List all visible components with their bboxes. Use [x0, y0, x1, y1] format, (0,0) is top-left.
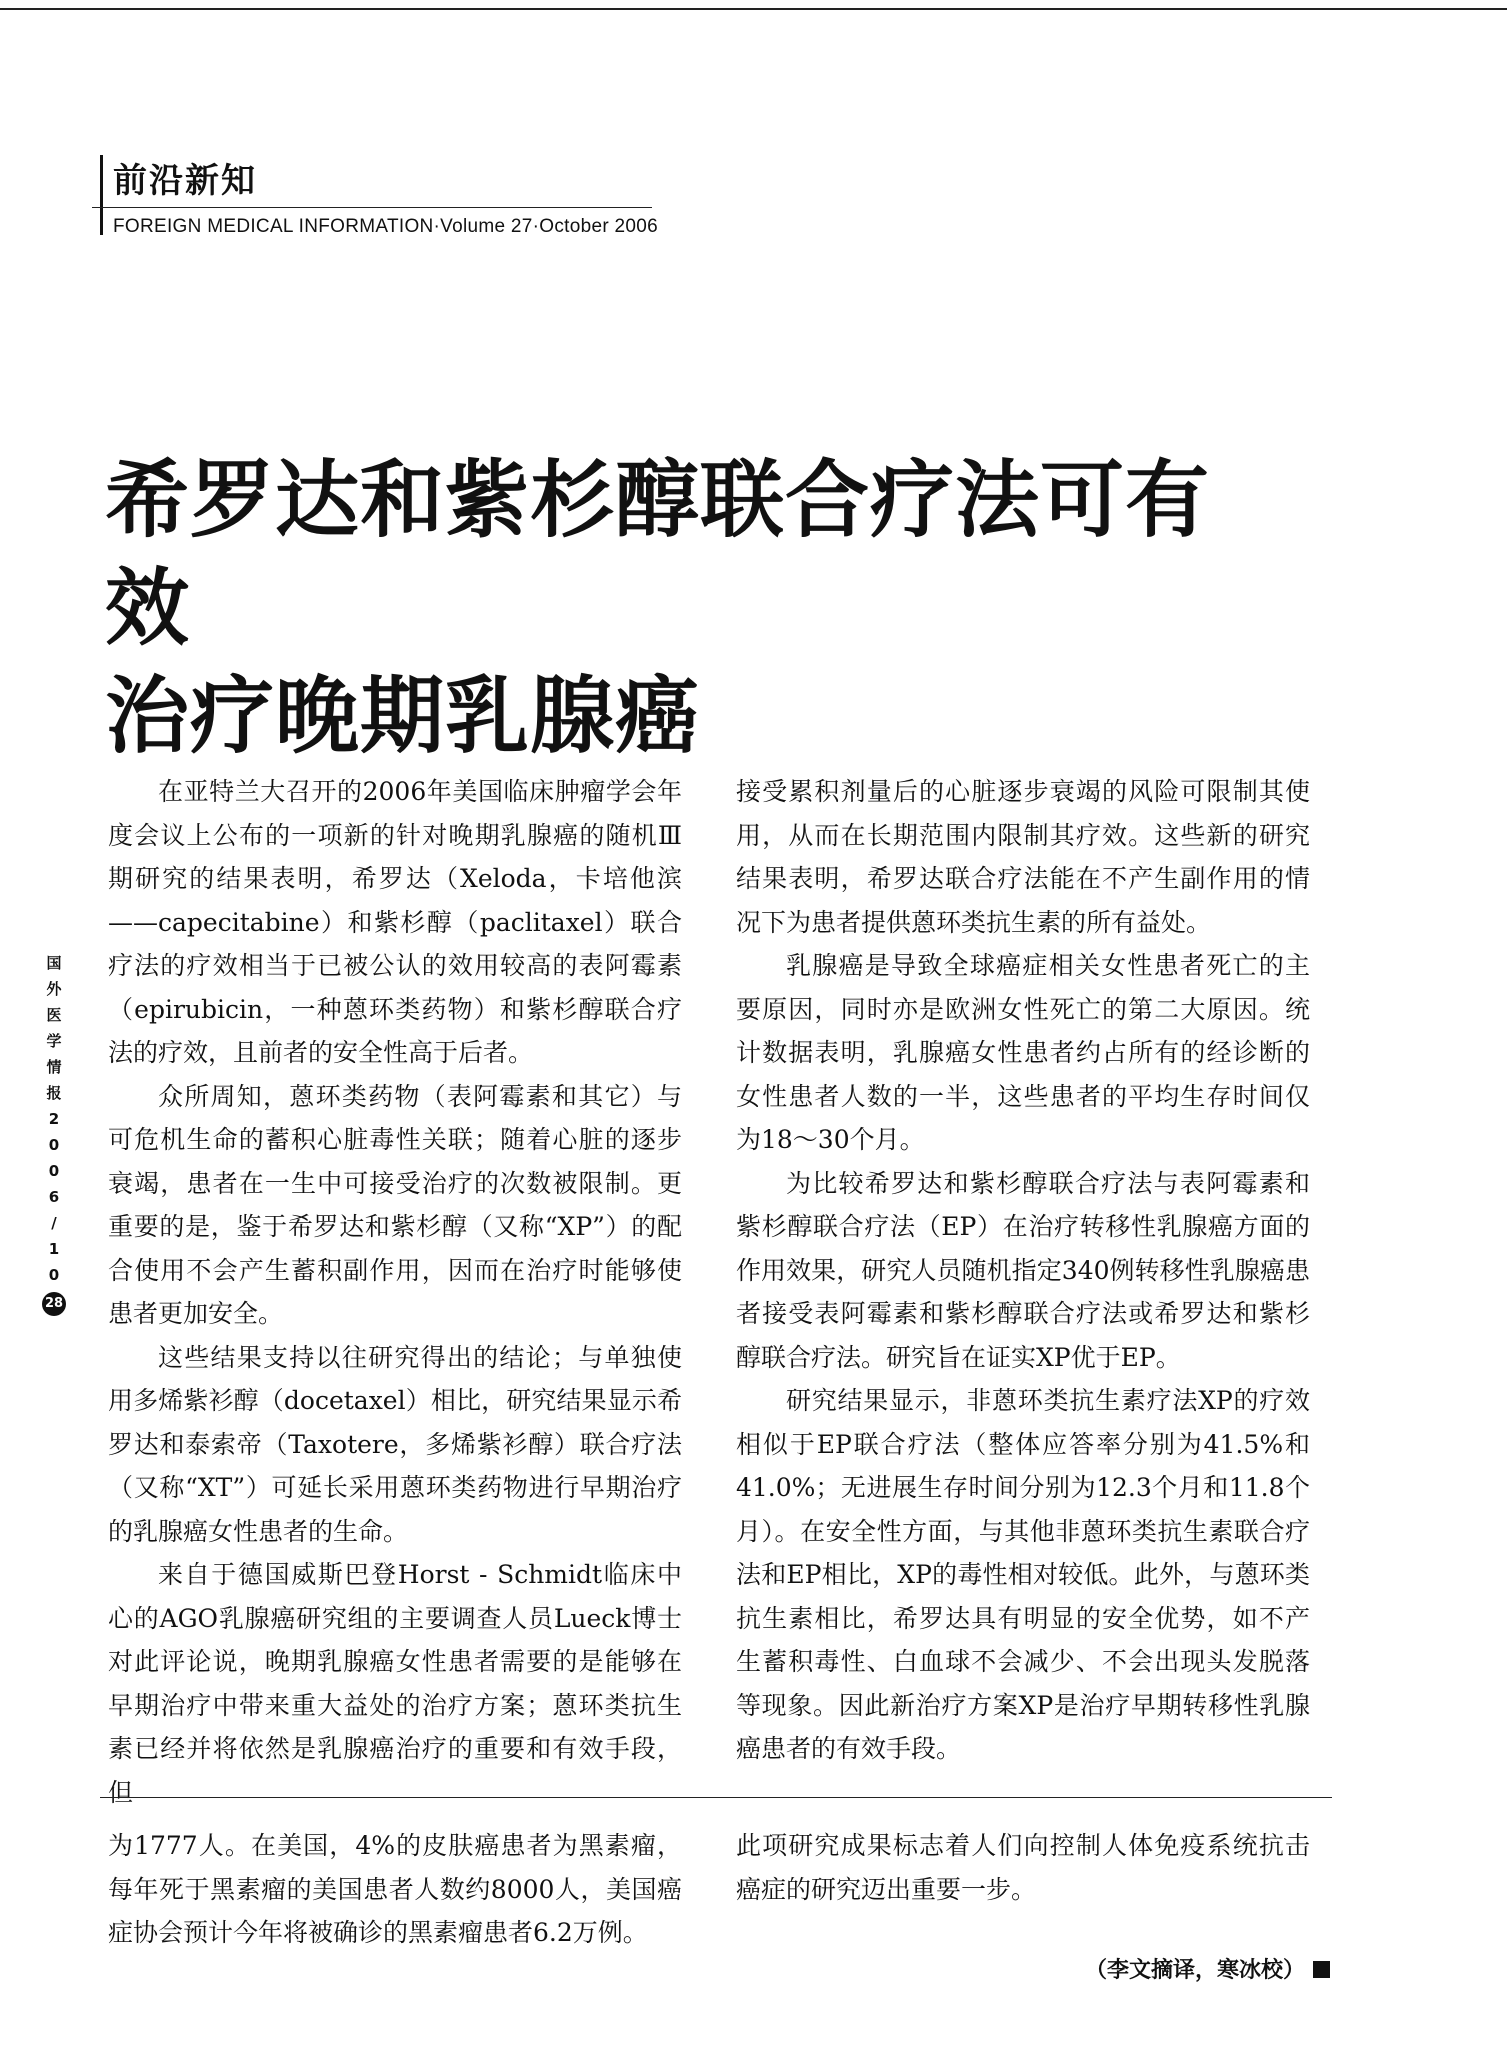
side-char: 学 [46, 1032, 62, 1050]
paragraph: 接受累积剂量后的心脏逐步衰竭的风险可限制其使用，从而在长期范围内限制其疗效。这些新的研究结果表明，希罗达联合疗法能在不产生副作用的情况下为患者提供蒽环类抗生素的所有益处。 [736, 777, 1310, 937]
lower-column-left [108, 1824, 682, 1955]
top-rule [0, 8, 1507, 10]
credit-text: （李文摘译，寒冰校） [1084, 1957, 1305, 1983]
side-char: 0 [48, 1162, 60, 1180]
side-char: 报 [46, 1084, 62, 1102]
side-char: 医 [46, 1006, 62, 1024]
side-char: 外 [46, 980, 62, 998]
side-char: 1 [48, 1240, 60, 1258]
side-char: 6 [48, 1188, 60, 1206]
side-char: 2 [48, 1110, 60, 1128]
header-vertical-bar [100, 155, 103, 235]
body-column-right [736, 770, 1310, 1771]
article-title [105, 446, 1285, 770]
side-journal-label [38, 950, 70, 1316]
side-char: 情 [46, 1058, 62, 1076]
header-rule [92, 207, 652, 208]
section-tag: 前沿新知 [113, 161, 257, 201]
side-char: 0 [48, 1266, 60, 1284]
paragraph: 在亚特兰大召开的2006年美国临床肿瘤学会年度会议上公布的一项新的针对晚期乳腺癌的随机Ⅲ期研究的结果表明，希罗达（Xeloda，卡培他滨——capecitabine）和紫杉醇（paclitaxel）联合疗法的疗效相当于已被公认的效用较高的表阿霉素（epirubicin，一种蒽环类药物）和紫杉醇联合疗法的疗效，且前者的安全性高于后者。 [108, 777, 682, 1067]
lower-column-right [736, 1824, 1310, 1911]
paragraph: 为1777人。在美国，4%的皮肤癌患者为黑素瘤，每年死于黑素瘤的美国患者人数约8000人，美国癌症协会预计今年将被确诊的黑素瘤患者6.2万例。 [108, 1831, 682, 1947]
title-line-2: 治疗晚期乳腺癌 [105, 667, 701, 765]
paragraph: 为比较希罗达和紫杉醇联合疗法与表阿霉素和紫杉醇联合疗法（EP）在治疗转移性乳腺癌方面的作用效果，研究人员随机指定340例转移性乳腺癌患者接受表阿霉素和紫杉醇联合疗法或希罗达和紫杉醇联合疗法。研究旨在证实XP优于EP。 [736, 1168, 1310, 1372]
page-number-badge: 28 [42, 1292, 66, 1316]
translator-credit [1030, 1953, 1330, 1984]
side-char: / [51, 1214, 57, 1232]
side-char: 0 [48, 1136, 60, 1154]
paragraph: 这些结果支持以往研究得出的结论；与单独使用多烯紫衫醇（docetaxel）相比，研究结果显示希罗达和泰索帝（Taxotere，多烯紫衫醇）联合疗法（又称“XT”）可延长采用蒽环类药物进行早期治疗的乳腺癌女性患者的生命。 [108, 1342, 682, 1546]
end-of-article-mark [1313, 1961, 1330, 1978]
paragraph: 研究结果显示，非蒽环类抗生素疗法XP的疗效相似于EP联合疗法（整体应答率分别为41.5%和41.0%；无进展生存时间分别为12.3个月和11.8个月）。在安全性方面，与其他非蒽环类抗生素联合疗法和EP相比，XP的毒性相对较低。此外，与蒽环类抗生素相比，希罗达具有明显的安全优势，如不产生蓄积毒性、白血球不会减少、不会出现头发脱落等现象。因此新治疗方案XP是治疗早期转移性乳腺癌患者的有效手段。 [736, 1386, 1310, 1763]
paragraph: 乳腺癌是导致全球癌症相关女性患者死亡的主要原因，同时亦是欧洲女性死亡的第二大原因。统计数据表明，乳腺癌女性患者约占所有的经诊断的女性患者人数的一半，这些患者的平均生存时间仅为18～30个月。 [736, 951, 1310, 1154]
paragraph: 此项研究成果标志着人们向控制人体免疫系统抗击癌症的研究迈出重要一步。 [736, 1831, 1310, 1904]
journal-info: FOREIGN MEDICAL INFORMATION·Volume 27·October 2006 [113, 216, 659, 237]
body-column-left [108, 770, 682, 1814]
section-divider [100, 1797, 1332, 1798]
paragraph: 来自于德国威斯巴登Horst - Schmidt临床中心的AGO乳腺癌研究组的主要调查人员Lueck博士对此评论说，晚期乳腺癌女性患者需要的是能够在早期治疗中带来重大益处的治疗方案；蒽环类抗生素已经并将依然是乳腺癌治疗的重要和有效手段，但 [108, 1560, 682, 1807]
side-char: 国 [46, 954, 62, 972]
paragraph: 众所周知，蒽环类药物（表阿霉素和其它）与可危机生命的蓄积心脏毒性关联；随着心脏的逐步衰竭，患者在一生中可接受治疗的次数被限制。更重要的是，鉴于希罗达和紫杉醇（又称“XP”）的配合使用不会产生蓄积副作用，因而在治疗时能够使患者更加安全。 [108, 1081, 682, 1328]
title-line-1: 希罗达和紫杉醇联合疗法可有效 [105, 451, 1211, 657]
